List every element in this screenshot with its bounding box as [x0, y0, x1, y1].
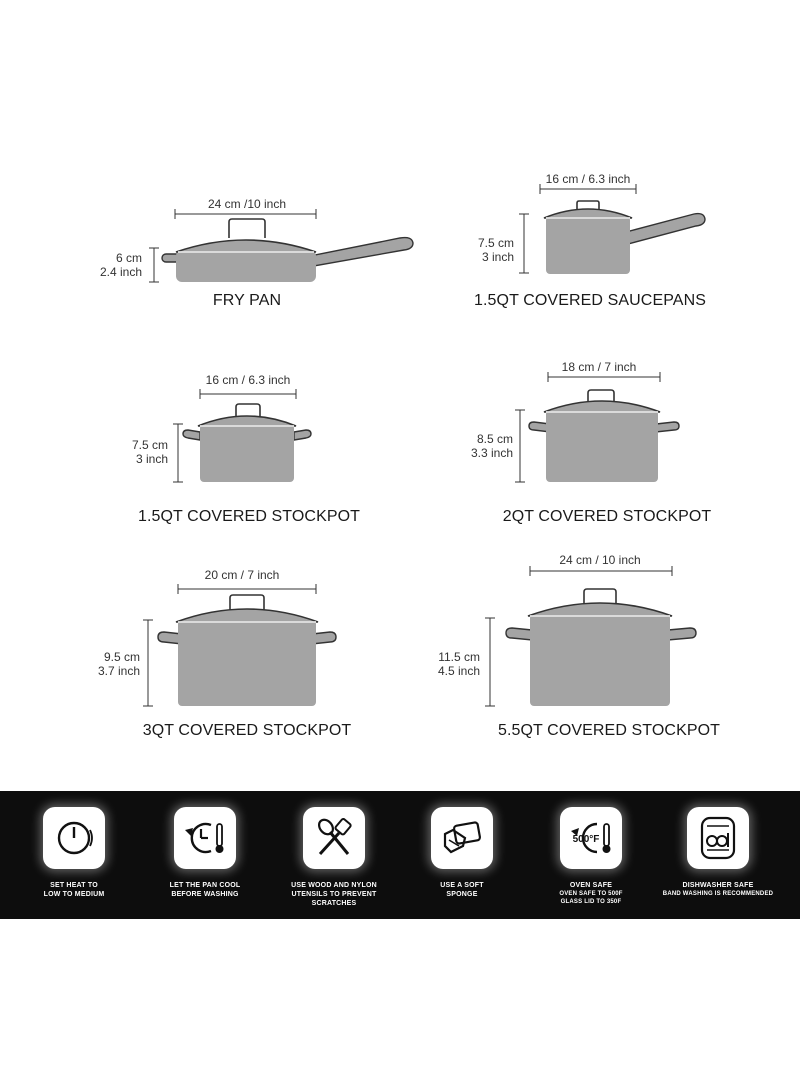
care-item-cool	[142, 807, 268, 899]
stockpot-3qt-height-cm: 9.5 cm	[103, 650, 140, 664]
care-oven-title: OVEN SAFE	[569, 882, 613, 889]
care-item-sponge	[399, 807, 525, 899]
stockpot-5-5qt-label: 5.5QT COVERED STOCKPOT	[497, 722, 721, 739]
stockpot-1-5qt-height-cm: 7.5 cm	[131, 438, 168, 452]
stockpot-1-5qt-label: 1.5QT COVERED STOCKPOT	[137, 508, 361, 525]
stockpot-1-5qt-height-inch: 3 inch	[135, 452, 168, 466]
dishwasher-icon	[687, 807, 749, 869]
care-cool-title: LET THE PAN COOL	[169, 882, 241, 889]
stockpot-5-5qt-illustration	[485, 566, 696, 706]
stockpot-3qt-width: 20 cm / 7 inch	[204, 568, 280, 582]
care-dishwasher-title: DISHWASHER SAFE	[682, 882, 754, 889]
stockpot-2qt-illustration	[515, 372, 679, 482]
sponge-icon	[431, 807, 493, 869]
saucepan-height-inch: 3 inch	[481, 250, 514, 264]
care-item-heat	[11, 807, 137, 899]
care-oven-subtitle: OVEN SAFE TO 500F	[559, 891, 623, 897]
stockpot-2qt-label: 2QT COVERED STOCKPOT	[502, 508, 712, 525]
saucepan-label: 1.5QT COVERED SAUCEPANS	[474, 292, 706, 309]
saucepan-illustration	[519, 184, 705, 274]
care-cool-subtitle: BEFORE WASHING	[171, 891, 239, 898]
care-sponge-title: USE A SOFT	[440, 882, 484, 889]
care-heat-subtitle: LOW TO MEDIUM	[43, 891, 105, 898]
care-instructions-band	[0, 791, 800, 919]
fry-pan-height-inch: 2.4 inch	[99, 265, 142, 279]
stockpot-2qt-height-cm: 8.5 cm	[476, 432, 513, 446]
stockpot-2qt-width: 18 cm / 7 inch	[561, 360, 637, 374]
stockpot-3qt-height-inch: 3.7 inch	[97, 664, 140, 678]
utensils-icon	[303, 807, 365, 869]
care-item-dishwasher	[655, 807, 781, 898]
stockpot-3qt-label: 3QT COVERED STOCKPOT	[142, 722, 352, 739]
care-utensils-subtitle: UTENSILS TO PREVENT SCRATCHES	[291, 891, 377, 907]
stockpot-5-5qt-height-inch: 4.5 inch	[437, 664, 480, 678]
oven-temp-badge: 500°F	[572, 834, 600, 845]
stockpot-2qt-height-inch: 3.3 inch	[470, 446, 513, 460]
care-item-utensils	[271, 807, 397, 908]
fry-pan-height-cm: 6 cm	[115, 251, 142, 265]
fry-pan-label: FRY PAN	[212, 292, 282, 309]
stockpot-3qt-illustration	[143, 584, 336, 706]
stockpot-5-5qt-width: 24 cm / 10 inch	[559, 553, 641, 567]
care-utensils-title: USE WOOD AND NYLON	[291, 882, 377, 889]
care-dishwasher-subtitle: BAND WASHING IS RECOMMENDED	[662, 891, 774, 897]
care-heat-title: SET HEAT TO	[50, 882, 98, 889]
fry-pan-illustration	[149, 209, 413, 282]
stockpot-5-5qt-height-cm: 11.5 cm	[438, 650, 480, 664]
saucepan-height-cm: 7.5 cm	[477, 236, 514, 250]
oven-safe-icon	[560, 807, 622, 869]
fry-pan-width: 24 cm /10 inch	[207, 197, 287, 211]
cool-timer-icon	[174, 807, 236, 869]
care-item-oven	[528, 807, 654, 906]
heat-dial-icon	[43, 807, 105, 869]
care-sponge-subtitle: SPONGE	[446, 891, 478, 898]
care-oven-subtitle-2: GLASS LID TO 350F	[560, 899, 622, 905]
saucepan-width: 16 cm / 6.3 inch	[545, 172, 631, 186]
stockpot-1-5qt-illustration	[173, 389, 311, 482]
stockpot-1-5qt-width: 16 cm / 6.3 inch	[205, 373, 291, 387]
